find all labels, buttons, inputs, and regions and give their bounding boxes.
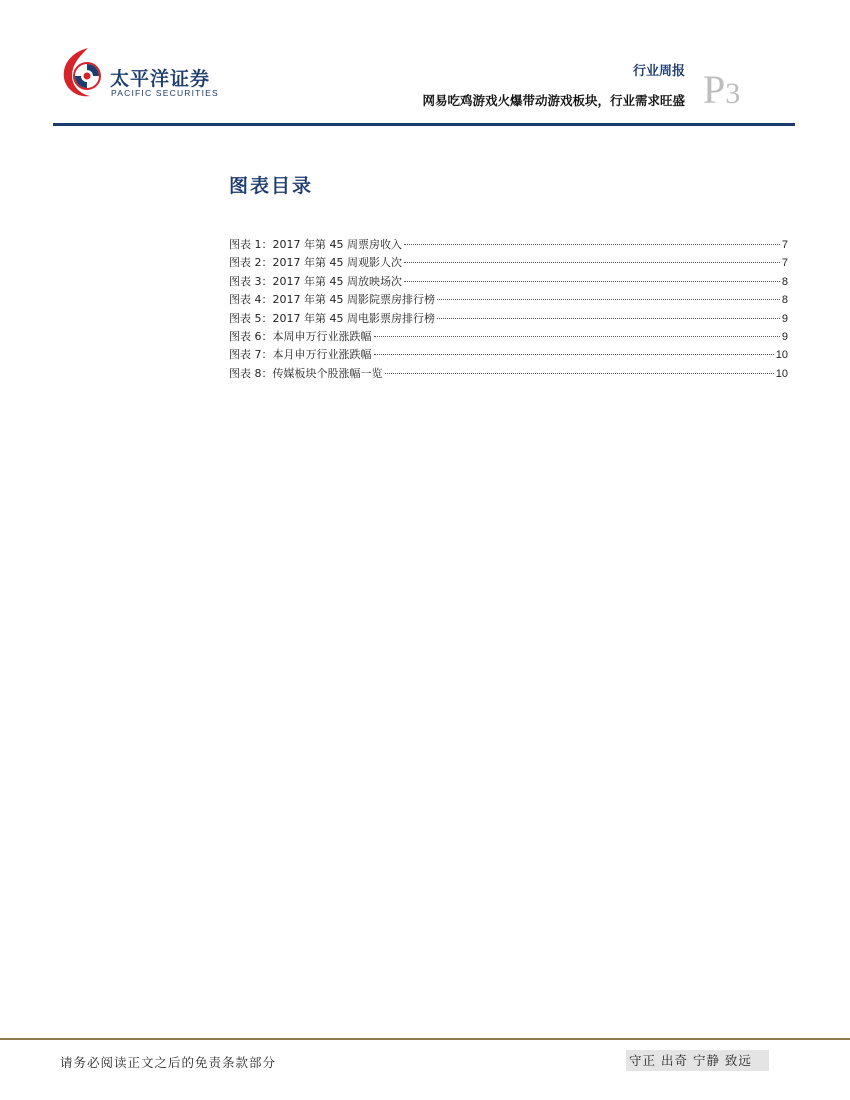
footer-disclaimer: 请务必阅读正文之后的免责条款部分 — [60, 1055, 277, 1070]
header-rule — [53, 123, 795, 126]
toc-entry-page: 7 — [781, 239, 788, 251]
toc-entry-page: 9 — [781, 312, 788, 325]
company-logo — [60, 44, 240, 114]
toc-entry-label: 图表 1：2017 年第 45 周票房收入 — [229, 238, 402, 251]
dot-leader — [437, 299, 780, 300]
page-number-value: 3 — [725, 77, 741, 110]
dot-leader — [404, 281, 780, 282]
toc-entry-label: 图表 5：2017 年第 45 周电影票房排行榜 — [229, 311, 435, 325]
toc-entry[interactable] — [229, 328, 788, 346]
toc-entry-label: 图表 7：本月申万行业涨跌幅 — [229, 348, 372, 362]
toc-entry-page: 7 — [781, 257, 788, 270]
toc-entry[interactable] — [229, 236, 788, 254]
logo-chinese-name: 太平洋证券 — [110, 68, 211, 90]
logo-english-name: PACIFIC SECURITIES — [111, 88, 219, 98]
footer-rule — [0, 1038, 850, 1040]
toc-entry-label: 图表 8：传媒板块个股涨幅一览 — [229, 366, 383, 380]
toc-entry-page: 10 — [775, 349, 788, 362]
dot-leader — [374, 354, 774, 355]
footer-motto: 守正 出奇 宁静 致远 — [626, 1050, 769, 1071]
report-type: 行业周报 — [632, 64, 685, 79]
page-letter: P — [703, 67, 726, 112]
dot-leader — [385, 373, 774, 374]
toc-entry-label: 图表 3：2017 年第 45 周放映场次 — [229, 274, 402, 288]
toc-entry[interactable] — [229, 291, 788, 309]
toc-entry-label: 图表 2：2017 年第 45 周观影人次 — [229, 256, 402, 270]
pacific-logo-icon — [60, 44, 108, 100]
page-number — [703, 66, 740, 113]
toc-entry-label: 图表 6：本周申万行业涨跌幅 — [229, 329, 372, 343]
toc-entry-page: 10 — [775, 367, 788, 380]
toc-entry[interactable] — [229, 346, 788, 364]
dot-leader — [404, 244, 780, 245]
toc-entry[interactable] — [229, 310, 788, 328]
toc-heading: 图表目录 — [229, 175, 314, 197]
dot-leader — [404, 262, 780, 263]
toc-entry[interactable] — [229, 254, 788, 272]
toc-entry-page: 8 — [781, 275, 788, 288]
toc-entry[interactable] — [229, 365, 788, 383]
toc-entry-page: 9 — [781, 330, 788, 343]
dot-leader — [374, 336, 780, 337]
toc-entry[interactable] — [229, 273, 788, 291]
report-title: 网易吃鸡游戏火爆带动游戏板块，行业需求旺盛 — [422, 93, 685, 108]
toc-entry-label: 图表 4：2017 年第 45 周影院票房排行榜 — [229, 293, 435, 307]
toc-entry-page: 8 — [781, 294, 788, 307]
dot-leader — [437, 318, 780, 319]
toc-list — [229, 236, 788, 383]
